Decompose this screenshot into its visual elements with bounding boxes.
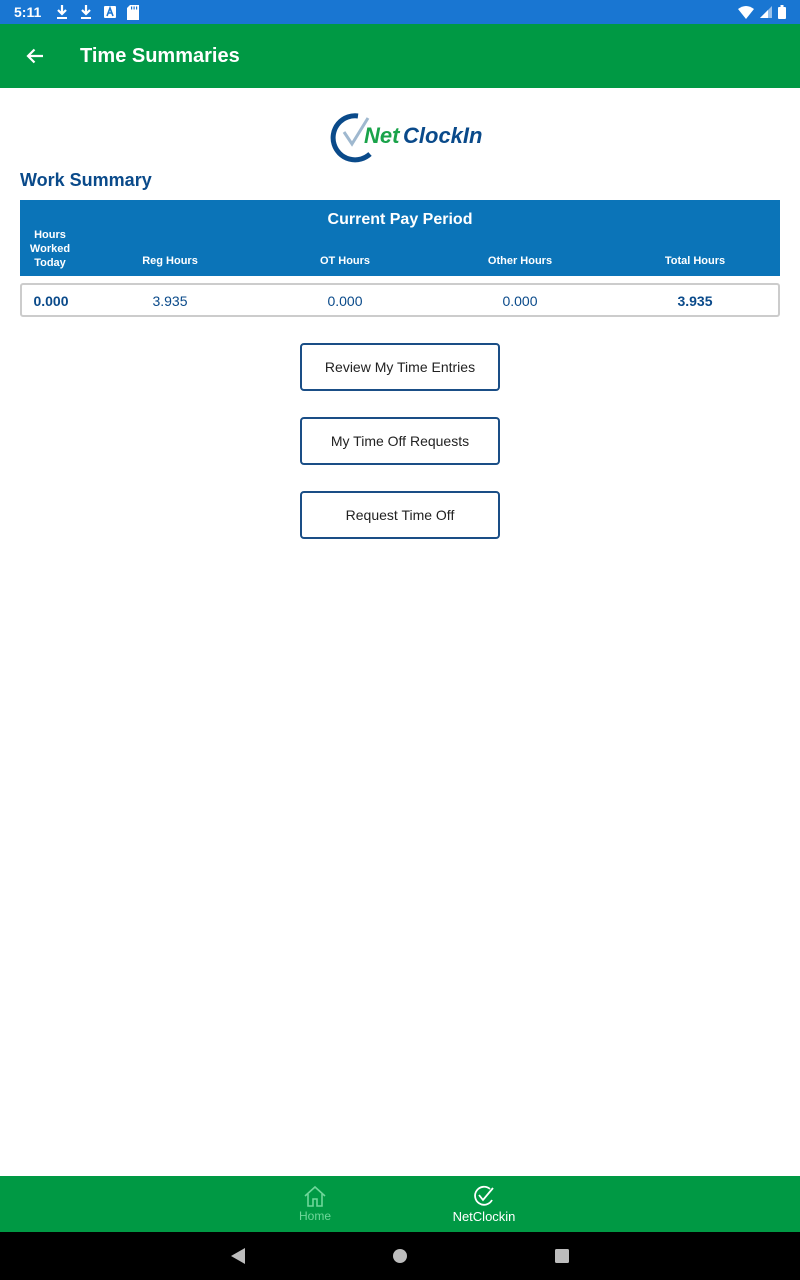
sd-card-icon <box>127 5 139 20</box>
square-recents-icon <box>554 1248 570 1264</box>
system-recents-button[interactable] <box>550 1244 574 1268</box>
status-system-icons <box>738 5 786 19</box>
check-circle-icon <box>472 1185 496 1207</box>
hours-today-header <box>20 228 80 270</box>
nav-label-home: Home <box>298 1209 331 1223</box>
svg-text:ClockIn: ClockIn <box>403 123 483 148</box>
table-row <box>20 283 780 317</box>
ot-hours-header: OT Hours <box>319 255 371 267</box>
total-hours-header: Total Hours <box>664 255 726 267</box>
ot-hours-value: 0.000 <box>327 293 363 309</box>
time-off-requests-button[interactable]: My Time Off Requests <box>300 417 500 465</box>
circle-home-icon <box>392 1248 408 1264</box>
pay-period-title: Current Pay Period <box>327 211 473 228</box>
wifi-icon <box>738 6 754 19</box>
back-button[interactable] <box>0 24 70 88</box>
svg-text:Net: Net <box>364 123 400 148</box>
reg-hours-header: Reg Hours <box>142 255 198 267</box>
battery-icon <box>778 5 786 19</box>
section-title: Work Summary <box>20 170 152 190</box>
system-back-button[interactable] <box>226 1244 250 1268</box>
arrow-left-icon <box>26 47 44 65</box>
hours-today-value: 0.000 <box>33 293 69 309</box>
download-icon <box>55 4 69 20</box>
nav-item-netclockin[interactable] <box>424 1176 544 1232</box>
signal-icon <box>760 6 772 18</box>
status-notification-icons <box>55 4 139 20</box>
review-time-entries-button[interactable]: Review My Time Entries <box>300 343 500 391</box>
other-hours-header: Other Hours <box>487 255 553 267</box>
triangle-back-icon <box>230 1247 246 1265</box>
download-icon <box>79 4 93 20</box>
app-bar <box>0 24 800 88</box>
status-bar <box>0 0 800 24</box>
accessibility-icon <box>103 5 117 19</box>
request-time-off-button[interactable]: Request Time Off <box>300 491 500 539</box>
system-nav-bar <box>0 1232 800 1280</box>
status-time: 5:11 <box>14 4 42 20</box>
home-icon <box>303 1185 327 1207</box>
reg-hours-value: 3.935 <box>152 293 188 309</box>
other-hours-value: 0.000 <box>502 293 538 309</box>
hours-today-header-label: Hours Worked Today <box>29 229 71 269</box>
bottom-nav <box>0 1176 800 1232</box>
nav-item-home[interactable] <box>255 1176 375 1232</box>
total-hours-value: 3.935 <box>677 293 713 309</box>
system-home-button[interactable] <box>388 1244 412 1268</box>
netclockin-logo <box>330 108 483 160</box>
page-title: Time Summaries <box>80 44 240 67</box>
pay-period-table-header <box>20 200 780 276</box>
nav-label-netclockin: NetClockin <box>452 1208 516 1224</box>
